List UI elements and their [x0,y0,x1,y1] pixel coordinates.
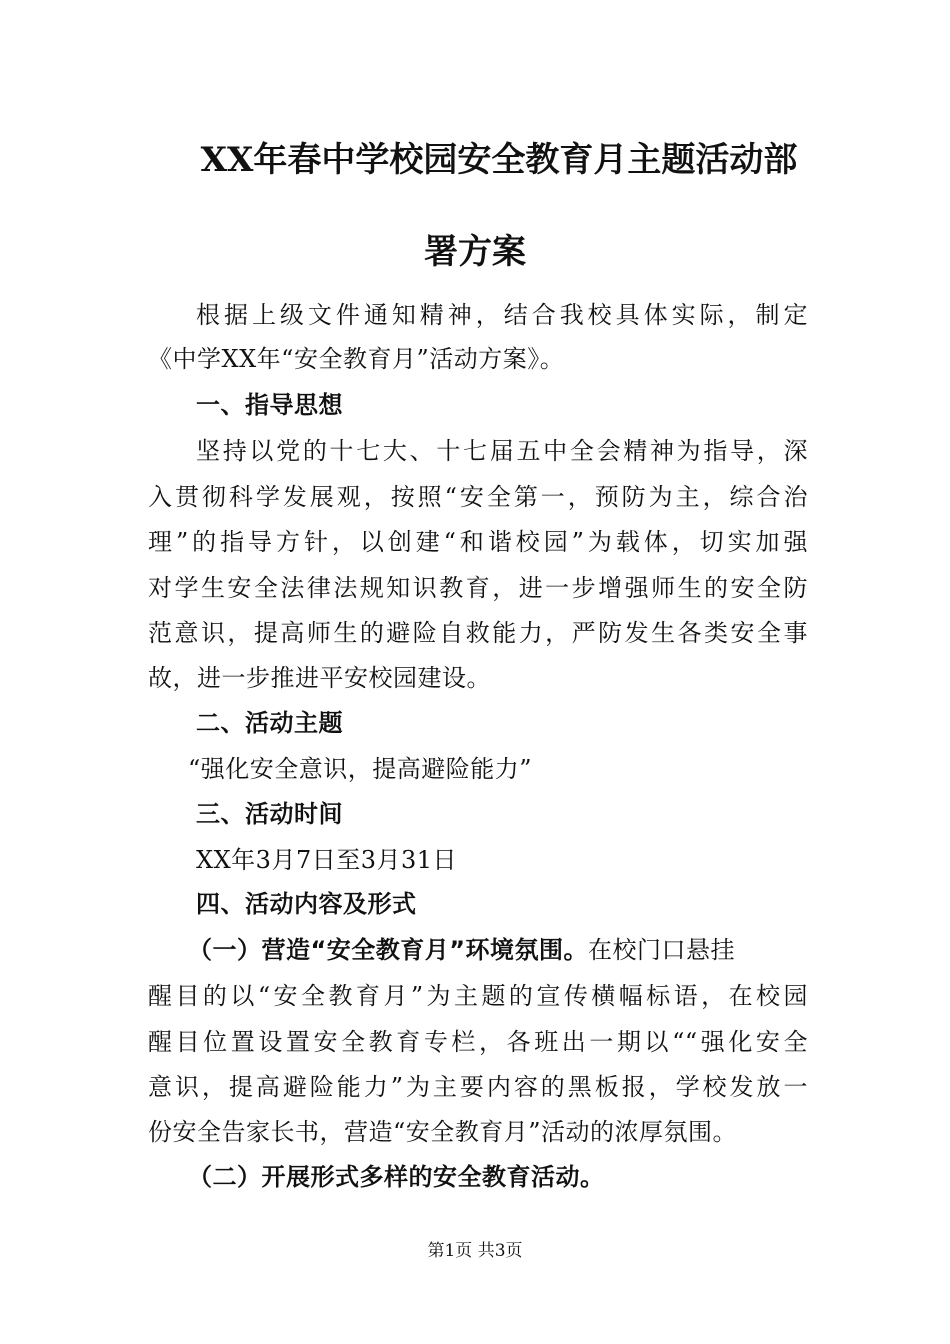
page-footer: 第1页 共3页 [427,1241,523,1261]
item1-first-line-rest: 在校门口悬挂 [588,936,736,964]
section1-line-3: 理”的指导方针，以创建“和谐校园”为载体，切实加强 [148,528,808,556]
section-heading-activity-content: 四、活动内容及形式 [196,890,417,918]
document-title-line-2: 署方案 [424,232,526,272]
section1-line-6: 故，进一步推进平安校园建设。 [148,664,491,692]
activity-theme-text: “强化安全意识，提高避险能力” [188,755,533,783]
section-heading-guiding-ideology: 一、指导思想 [196,391,343,419]
document-title-line-1: XX年春中学校园安全教育月主题活动部 [200,140,798,180]
item1-line-2: 醒目的以“安全教育月”为主题的宣传横幅标语，在校园 [148,982,808,1010]
section-heading-activity-theme: 二、活动主题 [196,709,343,737]
section-heading-activity-time: 三、活动时间 [196,800,343,828]
intro-line-2: 《中学XX年“安全教育月”活动方案》。 [148,345,565,373]
item1-line-4: 意识，提高避险能力”为主要内容的黑板报，学校发放一 [148,1073,808,1101]
section1-line-5: 范意识，提高师生的避险自救能力，严防发生各类安全事 [148,619,808,647]
item1-line-5: 份安全告家长书，营造“安全教育月”活动的浓厚氛围。 [148,1118,738,1146]
item1-first-line [188,935,808,965]
section1-line-2: 入贯彻科学发展观，按照“安全第一，预防为主，综合治 [148,483,808,511]
section1-line-4: 对学生安全法律法规知识教育，进一步增强师生的安全防 [148,574,808,602]
section1-line-1: 坚持以党的十七大、十七届五中全会精神为指导，深 [196,437,808,465]
item2-bold-title: （二）开展形式多样的安全教育活动。 [188,1163,605,1191]
item1-bold-title: （一）营造“安全教育月”环境氛围。 [188,936,589,964]
activity-time-text: XX年3月7日至3月31日 [196,846,458,874]
intro-line-1: 根据上级文件通知精神，结合我校具体实际，制定 [196,301,808,329]
item1-line-3: 醒目位置设置安全教育专栏，各班出一期以““强化安全 [148,1028,808,1056]
